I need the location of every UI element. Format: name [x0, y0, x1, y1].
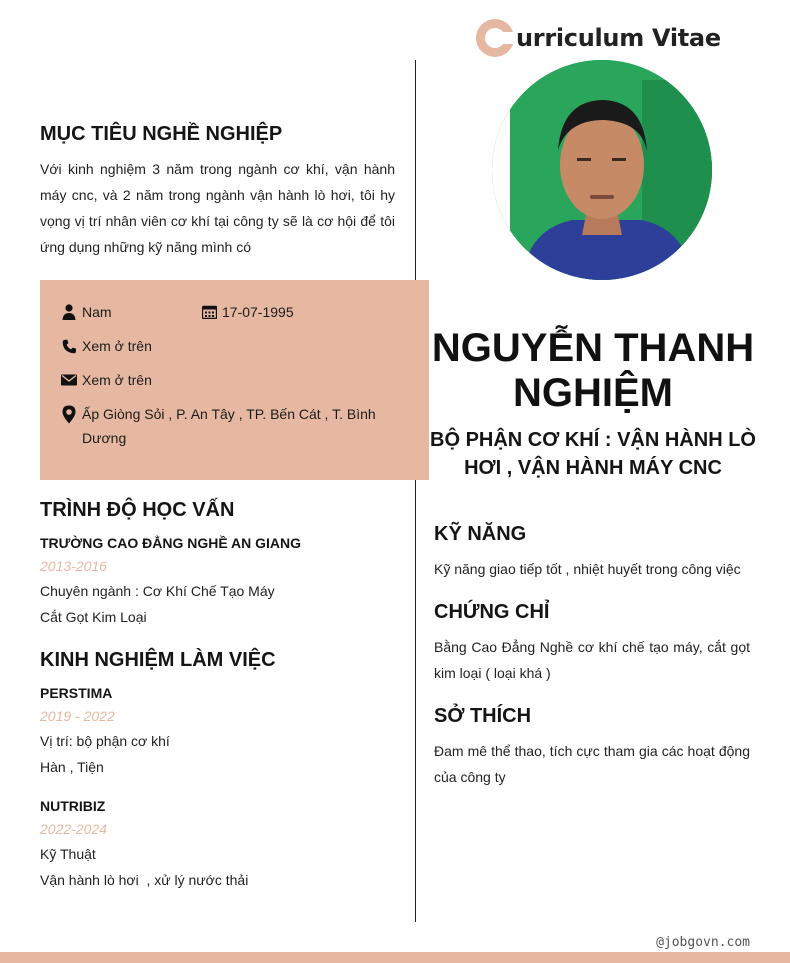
- skills-heading: KỸ NĂNG: [434, 523, 527, 545]
- job-company: PERSTIMA: [40, 685, 113, 701]
- objective-text: Với kinh nghiệm 3 năm trong ngành cơ khí, vận hành máy cnc, và 2 năm trong ngành vận hành lò hơi, tôi hy vọng vị trí nhân viên cơ khí tại công ty sẽ là cơ hội để tôi ứng dụng những kỹ năng mình có: [40, 161, 395, 255]
- certificates-heading: CHỨNG CHỈ: [434, 601, 550, 623]
- logo-c-icon: [476, 19, 514, 57]
- person-icon: [60, 300, 78, 324]
- calendar-icon: [200, 300, 218, 324]
- hobbies-text: Đam mê thể thao, tích cực tham gia các hoạt động của công ty: [434, 743, 750, 785]
- address-value: Ấp Giòng Sỏi , P. An Tây , TP. Bến Cát , T. Bình Dương: [82, 406, 376, 446]
- address-row: [60, 402, 400, 450]
- site-watermark: @jobgovn.com: [656, 935, 750, 950]
- phone-icon: [60, 334, 78, 358]
- footer-bar: [0, 952, 790, 963]
- email-row: [60, 368, 152, 392]
- contact-box: [40, 280, 429, 480]
- phone-row: [60, 334, 152, 358]
- email-value: Xem ở trên: [82, 372, 152, 388]
- objective-heading: MỤC TIÊU NGHỀ NGHIỆP: [40, 123, 283, 145]
- education-years: 2013-2016: [40, 558, 107, 574]
- experience-heading: KINH NGHIỆM LÀM VIỆC: [40, 649, 276, 671]
- cv-logo: [476, 18, 721, 58]
- job-years: 2022-2024: [40, 821, 107, 837]
- dob-value: 17-07-1995: [222, 304, 294, 320]
- avatar-photo: [492, 60, 712, 280]
- gender-row: [60, 300, 112, 324]
- location-pin-icon: [60, 402, 78, 426]
- school-name: TRƯỜNG CAO ĐẲNG NGHỀ AN GIANG: [40, 535, 302, 551]
- job-line1: Kỹ Thuật: [40, 846, 96, 862]
- hobbies-heading: SỞ THÍCH: [434, 705, 532, 727]
- envelope-icon: [60, 368, 78, 392]
- skills-text: Kỹ năng giao tiếp tốt , nhiệt huyết trong công việc: [434, 561, 741, 577]
- job-company: NUTRIBIZ: [40, 798, 106, 814]
- dob-row: [200, 300, 294, 324]
- job-years: 2019 - 2022: [40, 708, 115, 724]
- column-divider: [415, 60, 416, 922]
- education-major: Chuyên ngành : Cơ Khí Chế Tạo Máy: [40, 583, 275, 599]
- job-line2: Hàn , Tiện: [40, 759, 104, 775]
- phone-value: Xem ở trên: [82, 338, 152, 354]
- certificates-text: Bằng Cao Đẳng Nghề cơ khí chế tạo máy, cắt gọt kim loại ( loại khá ): [434, 639, 750, 681]
- job-line2: Vận hành lò hơi , xử lý nước thải: [40, 872, 249, 888]
- logo-text: urriculum Vitae: [516, 24, 721, 52]
- person-photo-icon: [492, 60, 712, 280]
- education-detail: Cắt Gọt Kim Loại: [40, 609, 147, 625]
- candidate-name: NGUYỄN THANH NGHIỆM: [431, 326, 755, 415]
- education-heading: TRÌNH ĐỘ HỌC VẤN: [40, 499, 235, 521]
- candidate-position: BỘ PHẬN CƠ KHÍ : VẬN HÀNH LÒ HƠI , VẬN HÀNH MÁY CNC: [430, 429, 756, 479]
- job-line1: Vị trí: bộ phận cơ khí: [40, 733, 170, 749]
- gender-value: Nam: [82, 304, 112, 320]
